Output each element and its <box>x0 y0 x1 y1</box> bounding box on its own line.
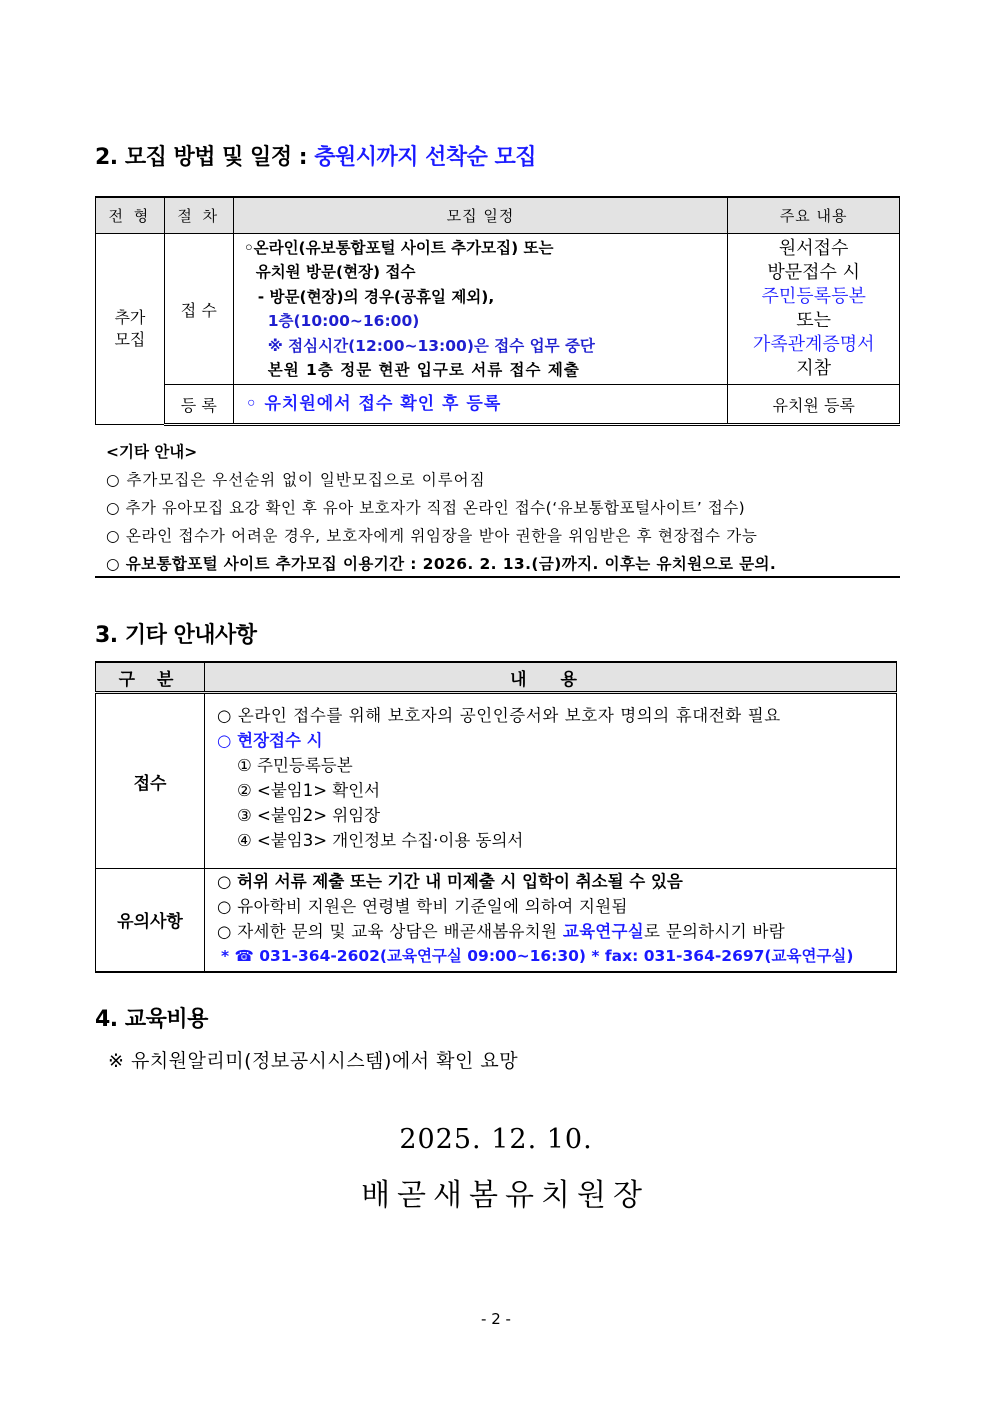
receipt-main <box>728 234 900 385</box>
section4-title: 4. 교육비용 <box>95 1007 208 1032</box>
section2-title <box>95 140 536 171</box>
schedule-line: ◦온라인(유보통합포털 사이트 추가모집) 또는 <box>243 238 554 257</box>
table-header-row <box>96 197 900 234</box>
step-register: 등 록 <box>164 385 233 425</box>
recruitment-schedule-table <box>95 196 900 426</box>
main-line: 원서접수 <box>778 238 849 259</box>
table-row <box>96 693 897 869</box>
header-main: 주요 내용 <box>728 197 900 234</box>
schedule-line: 본원 1층 정문 현관 입구로 서류 접수 제출 <box>267 361 580 379</box>
note-item: ○ 추가 유아모집 요강 확인 후 유아 보호자가 직접 온라인 접수(‘유보통합포털사이트’ 접수) <box>106 499 746 517</box>
main-line: 가족관계증명서 <box>752 334 875 355</box>
header-type: 전 형 <box>96 197 165 234</box>
education-cost-note: ※ 유치원알리미(정보공시시스템)에서 확인 요망 <box>108 1050 519 1072</box>
section2-title-highlight: 충원시까지 선착순 모집 <box>314 145 537 170</box>
receipt-content <box>205 693 897 869</box>
contact-line: * ☎ 031-364-2602(교육연구실 09:00~16:30) * fax: 031-364-2697(교육연구실) <box>221 947 854 965</box>
other-notes <box>100 438 900 578</box>
onsite-receipt-line: ○ 현장접수 시 <box>217 731 323 750</box>
notes-divider <box>95 576 900 578</box>
section3-title: 3. 기타 안내사항 <box>95 623 257 648</box>
table-row <box>96 869 897 972</box>
caution-inquiry-suffix: 로 문의하시기 바람 <box>644 922 786 941</box>
caution-line: ○ 허위 서류 제출 또는 기간 내 미제출 시 입학이 취소될 수 있음 <box>217 872 683 891</box>
table-row <box>96 385 900 425</box>
main-line: 또는 <box>796 310 832 331</box>
notes-title: <기타 안내> <box>106 443 198 461</box>
required-doc: ③ <붙임2> 위임장 <box>237 806 381 825</box>
caution-inquiry-text: ○ 자세한 문의 및 교육 상담은 배곧새봄유치원 <box>217 922 563 941</box>
caution-content <box>205 869 897 972</box>
schedule-line: 유치원 방문(현장) 접수 <box>255 263 416 281</box>
table-header-row <box>96 662 897 693</box>
note-item: ○ 온라인 접수가 어려운 경우, 보호자에게 위임장을 받아 권한을 위임받은 후 현장접수 가능 <box>106 527 758 545</box>
header-schedule: 모집 일정 <box>233 197 728 234</box>
schedule-hours: 1층(10:00~16:00) <box>267 312 420 330</box>
caution-line: ○ 유아학비 지원은 연령별 학비 기준일에 의하여 지원됨 <box>217 897 628 916</box>
note-item: ○ 유보통합포털 사이트 추가모집 이용기간 : 2026. 2. 13.(금)까지. 이후는 유치원으로 문의. <box>106 555 777 573</box>
table-row <box>96 234 900 385</box>
other-info-table <box>95 661 897 973</box>
main-line: 주민등록등본 <box>761 286 866 307</box>
type-cell: 추가 모집 <box>96 234 165 425</box>
main-line: 지참 <box>796 358 832 379</box>
document-date: 2025. 12. 10. <box>399 1124 593 1155</box>
required-doc: ① 주민등록등본 <box>237 756 353 775</box>
required-doc: ④ <붙임3> 개인정보 수집·이용 동의서 <box>237 831 524 850</box>
caution-category: 유의사항 <box>96 869 205 972</box>
schedule-line: - 방문(현장)의 경우(공휴일 제외), <box>257 287 495 306</box>
note-item: ○ 추가모집은 우선순위 없이 일반모집으로 이루어짐 <box>106 471 486 489</box>
header-category: 구 분 <box>96 662 205 693</box>
caution-line <box>217 919 896 944</box>
receipt-line: ○ 온라인 접수를 위해 보호자의 공인인증서와 보호자 명의의 휴대전화 필요 <box>217 706 781 725</box>
receipt-schedule <box>233 234 728 385</box>
register-schedule: ◦ 유치원에서 접수 확인 후 등록 <box>233 385 728 425</box>
section2-title-prefix: 2. 모집 방법 및 일정 : <box>95 145 315 170</box>
register-main: 유치원 등록 <box>728 385 900 425</box>
signature: 배곧새봄유치원장 <box>361 1178 649 1213</box>
required-doc: ② <붙임1> 확인서 <box>237 781 381 800</box>
receipt-category: 접수 <box>96 693 205 869</box>
schedule-lunch-note: ※ 점심시간(12:00~13:00)은 접수 업무 중단 <box>267 336 595 355</box>
header-step: 절 차 <box>164 197 233 234</box>
header-content: 내 용 <box>205 662 897 693</box>
step-receipt: 접 수 <box>164 234 233 385</box>
page-number: - 2 - <box>481 1310 511 1328</box>
main-line: 방문접수 시 <box>767 262 861 283</box>
research-room-highlight: 교육연구실 <box>562 922 645 941</box>
